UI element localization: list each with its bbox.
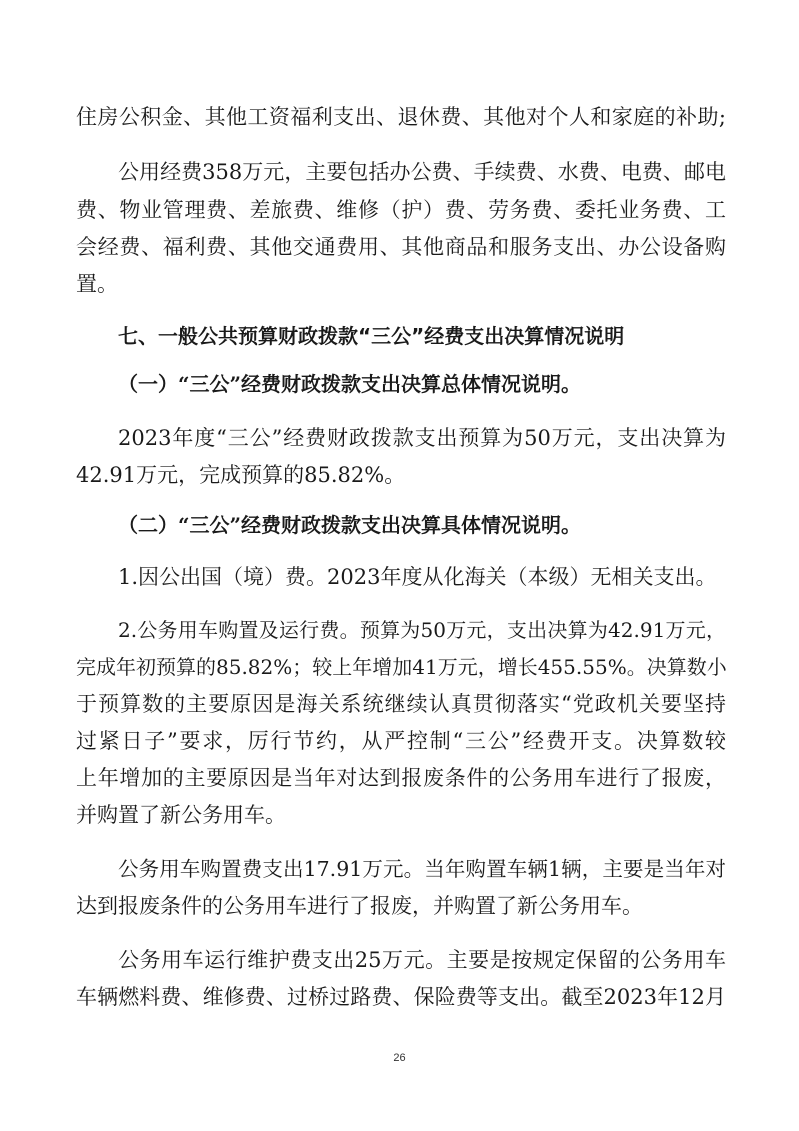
subsection-heading: （二）“三公”经费财政拨款支出决算具体情况说明。	[118, 513, 582, 537]
body-text-line: 达到报废条件的公务用车进行了报废，并购置了新公务用车。	[76, 894, 643, 918]
body-text-line: 2023年度“三公”经费财政拨款支出预算为50万元，支出决算为	[118, 426, 726, 450]
body-text-line: 公务用车运行维护费支出25万元。主要是按规定保留的公务用车	[118, 948, 726, 972]
body-text-line: 于预算数的主要原因是海关系统继续认真贯彻落实“党政机关要坚持	[76, 692, 726, 716]
body-text-line: 公务用车购置费支出17.91万元。当年购置车辆1辆，主要是当年对	[118, 857, 726, 881]
page-number: 26	[393, 1052, 406, 1064]
body-text-line: 1.因公出国（境）费。2023年度从化海关（本级）无相关支出。	[118, 565, 717, 589]
body-text-line: 车辆燃料费、维修费、过桥过路费、保险费等支出。截至2023年12月	[76, 985, 726, 1009]
subsection-heading: （一）“三公”经费财政拨款支出决算总体情况说明。	[118, 372, 582, 396]
body-text-line: 完成年初预算的85.82%；较上年增加41万元，增长455.55%。决算数小	[76, 655, 727, 679]
body-text-line: 过紧日子”要求，厉行节约，从严控制“三公”经费开支。决算数较	[76, 729, 726, 753]
body-text-line: 费、物业管理费、差旅费、维修（护）费、劳务费、委托业务费、工	[76, 198, 726, 222]
body-text-line: 并购置了新公务用车。	[76, 803, 286, 827]
body-text-line: 置。	[76, 272, 118, 296]
body-text-line: 上年增加的主要原因是当年对达到报废条件的公务用车进行了报废，	[76, 766, 726, 790]
body-text-line: 公用经费358万元，主要包括办公费、手续费、水费、电费、邮电	[118, 160, 726, 184]
body-text-line: 住房公积金、其他工资福利支出、退休费、其他对个人和家庭的补助;	[76, 105, 726, 129]
body-text-line: 会经费、福利费、其他交通费用、其他商品和服务支出、办公设备购	[76, 235, 726, 259]
body-text-line: 42.91万元，完成预算的85.82%。	[76, 463, 406, 487]
body-text-line: 2.公务用车购置及运行费。预算为50万元，支出决算为42.91万元，	[118, 618, 726, 642]
section-heading: 七、一般公共预算财政拨款“三公”经费支出决算情况说明	[118, 324, 625, 348]
